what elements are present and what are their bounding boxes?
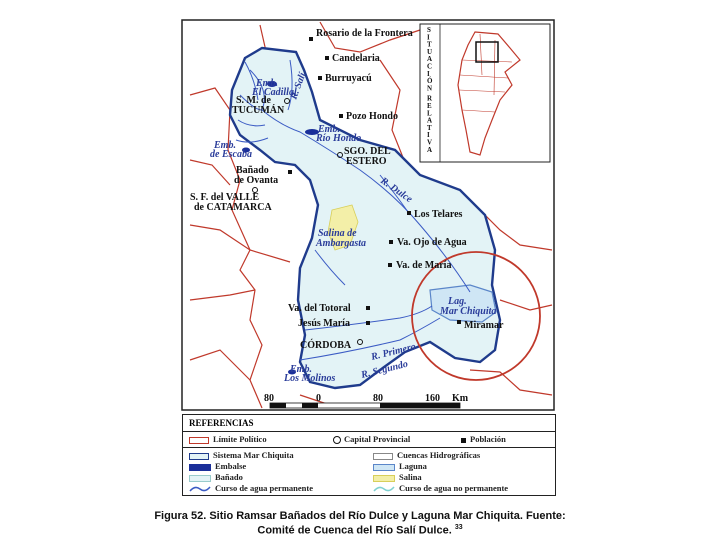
- poblacion-swatch: [461, 438, 466, 443]
- water-lag-a: Lag.: [448, 296, 467, 307]
- figure-caption-line1: Figura 52. Sitio Ramsar Bañados del Río Dulce y Laguna Mar Chiquita. Fuente:: [154, 510, 566, 522]
- inset-letter: U: [427, 47, 434, 56]
- water-salina-a: Salina de: [318, 228, 357, 239]
- scale-tick-0: 80: [264, 393, 274, 404]
- water-emb-rio-hondo-b: Río Hondo: [316, 133, 362, 144]
- legend-curso-noperm: Curso de agua no permanente: [373, 483, 508, 493]
- scale-tick-3: 160: [425, 393, 440, 404]
- place-smtucuman-a: S. M. de: [236, 95, 271, 106]
- water-r-primero: R. Primero: [370, 341, 417, 363]
- cuencas-swatch: [373, 453, 393, 460]
- place-ojo-agua: Va. Ojo de Agua: [397, 237, 467, 248]
- water-rio-sali: R. Salí: [288, 71, 309, 102]
- legend-banado: Bañado: [189, 472, 243, 482]
- salina-swatch: [373, 475, 395, 482]
- legend-curso-perm: Curso de agua permanente: [189, 483, 313, 493]
- legend-title: REFERENCIAS: [189, 418, 254, 428]
- place-pozo-hondo: Pozo Hondo: [346, 111, 398, 122]
- water-lag-b: Mar Chiquita: [440, 306, 497, 317]
- inset-letter: E: [427, 102, 433, 110]
- figure-caption-line2: Comité de Cuenca del Río Salí Dulce. $^{33}$: [257, 524, 463, 537]
- legend-sistema: Sistema Mar Chiquita: [189, 450, 294, 460]
- legend-salina: Salina: [373, 472, 422, 482]
- limite-swatch: [189, 437, 209, 444]
- curso-perm-swatch: [189, 485, 211, 493]
- capital-swatch: [333, 436, 341, 444]
- legend-limite: Límite Político: [189, 434, 267, 444]
- place-burruyacu: Burruyacú: [325, 73, 372, 84]
- legend-poblacion: Población: [461, 434, 506, 444]
- banado-swatch: [189, 475, 211, 482]
- inset-letter: L: [427, 109, 433, 118]
- legend-cuencas: Cuencas Hidrográficas: [373, 450, 480, 460]
- curso-noperm-swatch: [373, 485, 395, 493]
- scale-tick-2: 80: [373, 393, 383, 404]
- inset-letter: R: [427, 94, 434, 103]
- caption-ref: 33: [454, 524, 463, 531]
- legend-laguna: Laguna: [373, 461, 427, 471]
- water-emb-molinos-b: Los Molinos: [284, 373, 336, 384]
- place-los-telares: Los Telares: [414, 209, 463, 220]
- inset-letter: I: [427, 69, 431, 78]
- inset-letter: A: [427, 145, 434, 154]
- place-catamarca-b: de CATAMARCA: [194, 202, 272, 213]
- water-r-segundo: R. Segundo: [360, 358, 410, 381]
- place-va-maria: Va. de María: [396, 260, 452, 271]
- inset-letter: I: [427, 33, 431, 42]
- legend-capital: Capital Provincial: [333, 434, 410, 444]
- inset-letter: T: [427, 40, 433, 49]
- inset-letter: T: [427, 123, 433, 132]
- place-rosario: Rosario de la Frontera: [316, 28, 413, 39]
- inset-letter: I: [427, 131, 431, 140]
- scale-unit: Km: [452, 393, 469, 404]
- place-jesus-maria: Jesús María: [298, 318, 350, 329]
- place-va-totoral: Va. del Totoral: [288, 303, 351, 314]
- legend: [182, 414, 556, 496]
- place-sgo-b: ESTERO: [346, 156, 387, 167]
- water-emb-escaba-b: de Escaba: [210, 149, 252, 160]
- inset-letter: A: [427, 116, 434, 125]
- place-banado-a: Bañado: [236, 165, 269, 176]
- water-emb-molinos-a: Emb.: [290, 364, 312, 375]
- laguna-swatch: [373, 464, 395, 471]
- place-cordoba: CÓRDOBA: [300, 340, 352, 351]
- water-emb-escaba-a: Emb.: [214, 140, 236, 151]
- scale-tick-1: 0: [316, 393, 321, 404]
- place-candelaria: Candelaria: [332, 53, 380, 64]
- water-r-dulce: R. Dulce: [378, 175, 415, 206]
- inset-letter: V: [427, 138, 434, 147]
- place-miramar: Miramar: [464, 320, 504, 331]
- inset-letter: Ó: [427, 77, 434, 86]
- place-sgo-a: SGO. DEL: [344, 146, 391, 157]
- inset-letter: S: [427, 26, 432, 34]
- place-catamarca-a: S. F. del VALLE: [190, 192, 260, 203]
- legend-embalse: Embalse: [189, 461, 246, 471]
- water-emb-cadillal-a: Emb.: [256, 78, 278, 89]
- inset-letter: C: [427, 62, 434, 71]
- embalse-swatch: [189, 464, 211, 471]
- sistema-swatch: [189, 453, 209, 460]
- water-salina-b: Ambargasta: [316, 238, 367, 249]
- place-smtucuman-b: TUCUMÁN: [232, 105, 285, 116]
- water-emb-cadillal-b: El Cadillal: [252, 87, 297, 98]
- inset-letter: N: [427, 84, 434, 93]
- inset-letter: A: [427, 55, 434, 64]
- water-emb-rio-hondo-a: Emb.: [318, 124, 340, 135]
- place-banado-b: de Ovanta: [234, 175, 279, 186]
